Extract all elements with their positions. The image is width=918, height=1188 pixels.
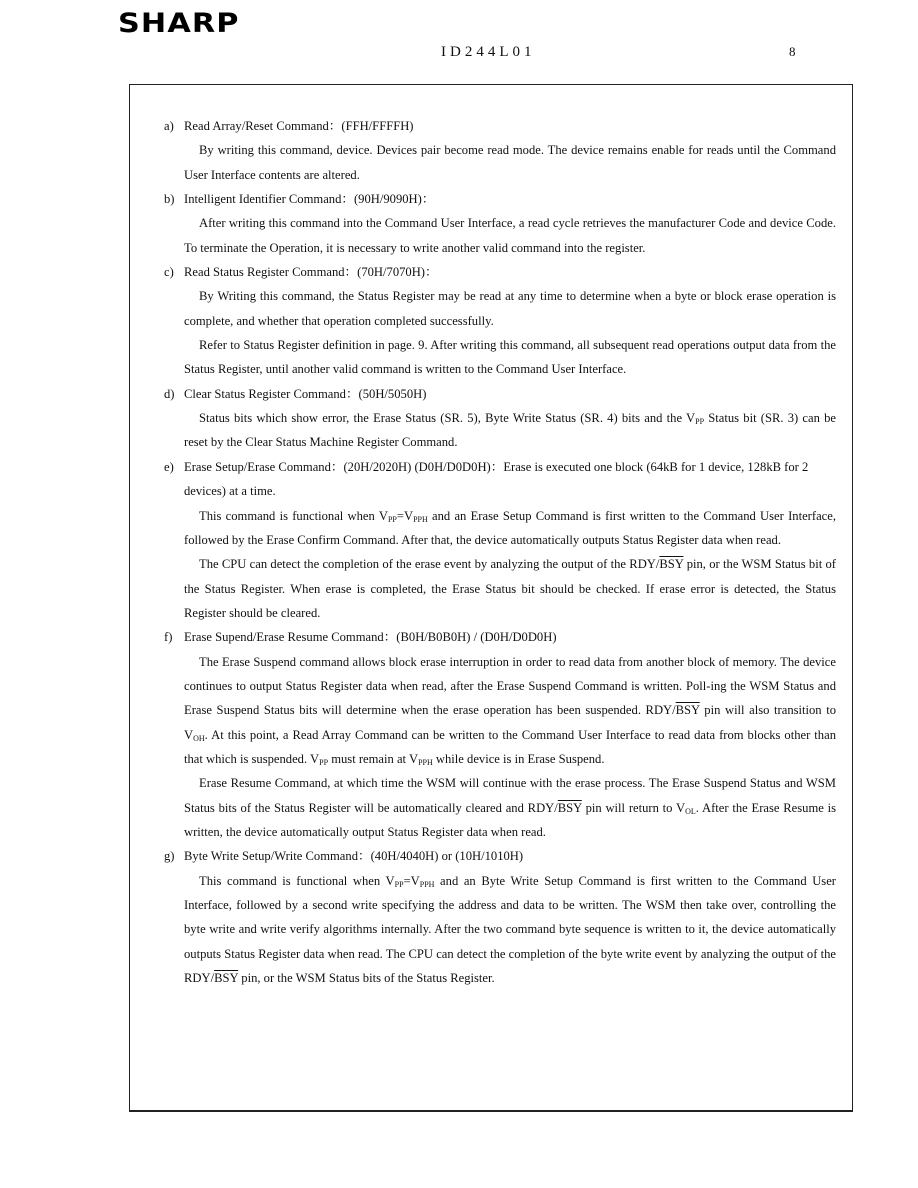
section-c-heading [164,260,836,284]
section-c-letter: c) [164,265,174,280]
document-body [164,114,836,990]
section-a-title: Read Array/Reset Command：(FFH/FFFFH) [184,119,414,133]
section-f-heading [164,625,836,649]
section-c-paragraph-2: Refer to Status Register definition in page. 9. After writing this command, all subsequent read operations output data from the Status Register, until another valid command is written to the Command User Interface. [184,338,836,377]
section-g-title: Byte Write Setup/Write Command：(40H/4040H) or (10H/1010H) [184,849,524,864]
section-e-paragraph-2: The CPU can detect the completion of the erase event by analyzing the output of the RDY/$\overline{BSY}$ pin, or the WSM Status bit of the Status Register. When erase is completed, the Erase Status bit should be checked. If erase error is detected, the Status Register should be cleared. [184,557,836,620]
section-b-letter: b) [164,192,175,207]
section-b-heading [164,187,836,211]
section-d-letter: d) [164,386,175,401]
section-f-paragraph-2: Erase Resume Command, at which time the WSM will continue with the erase process. The Erase Suspend Status and WSM Status bits of the Status Register will be automatically cleared and RDY/$\overline{BSY}$ pin will return to $V_{OL}$. After the Erase Resume is written, the device automatically output Status Register data when read. [184,776,836,839]
section-g-letter: g) [164,849,175,864]
page-number: 8 [789,44,796,59]
section-b-title: Intelligent Identifier Command：(90H/9090H)： [184,192,435,207]
sharp-logo: SHARP [118,8,240,39]
section-b-paragraph: After writing this command into the Command User Interface, a read cycle retrieves the manufacturer Code and device Code. To terminate the Operation, it is necessary to write another valid command into the register. [184,216,836,255]
section-d-paragraph: Status bits which show error, the Erase Status (SR. 5), Byte Write Status (SR. 4) bits and the $V_{PP}$ Status bit (SR. 3) can be reset by the Clear Status Machine Register Command. [184,411,837,450]
section-g-heading [164,844,836,868]
section-f-paragraph-1: The Erase Suspend command allows block erase interruption in order to read data from another block of memory. The device continues to output Status Register data when read, after the Erase Suspend Command is written. Poll-ing the WSM Status and Erase Suspend Status bits will determine when the erase operation has been suspended. RDY/$\overline{BSY}$ pin will also transition to $V_{OH}$. At this point, a Read Array Command can be written to the Command User Interface to read data from blocks other than that which is suspended. $V_{PP}$ must remain at $V_{PPH}$ while device is in Erase Suspend. [184,654,836,767]
section-a-letter: a) [164,119,174,133]
section-e-heading [164,455,836,504]
section-f-letter: f) [164,630,173,645]
section-c-paragraph-1: By Writing this command, the Status Register may be read at any time to determine when a byte or block erase operation is complete, and whether that operation completed successfully. [184,289,836,328]
section-d-title: Clear Status Register Command：(50H/5050H) [184,386,427,401]
section-f-title: Erase Supend/Erase Resume Command：(B0H/B0B0H) / (D0H/D0D0H) [184,630,557,645]
section-d-heading [164,382,836,406]
section-e-title: Erase Setup/Erase Command：(20H/2020H) (D0H/D0D0H)：Erase is executed one block (64kB for 1 device, 128kB for 2 devices) at a time. [184,459,809,499]
section-a-paragraph: By writing this command, device. Devices pair become read mode. The device remains enable for reads until the Command User Interface contents are altered. [184,143,836,182]
section-e-letter: e) [164,459,174,474]
section-c-title: Read Status Register Command：(70H/7070H)： [184,265,438,280]
section-g-paragraph: This command is functional when $V_{PP}=V_{PPH}$ and an Byte Write Setup Command is first written to the Command User Interface, followed by a second write specifying the address and data to be written. The WSM then take over, controlling the byte write and write verify algorithms internally. After the two command byte sequence is written to it, the device automatically outputs Status Register data when read. The CPU can detect the completion of the byte write event by analyzing the output of the RDY/$\overline{BSY}$ pin, or the WSM Status bits of the Status Register. [184,873,836,986]
document-id: ID244L01 [441,44,536,60]
section-a-heading [164,114,836,138]
section-e-paragraph-1: This command is functional when $V_{PP}=V_{PPH}$ and an Erase Setup Command is first written to the Command User Interface, followed by the Erase Confirm Command. After that, the device automatically outputs Status Register data when read. [184,508,836,547]
